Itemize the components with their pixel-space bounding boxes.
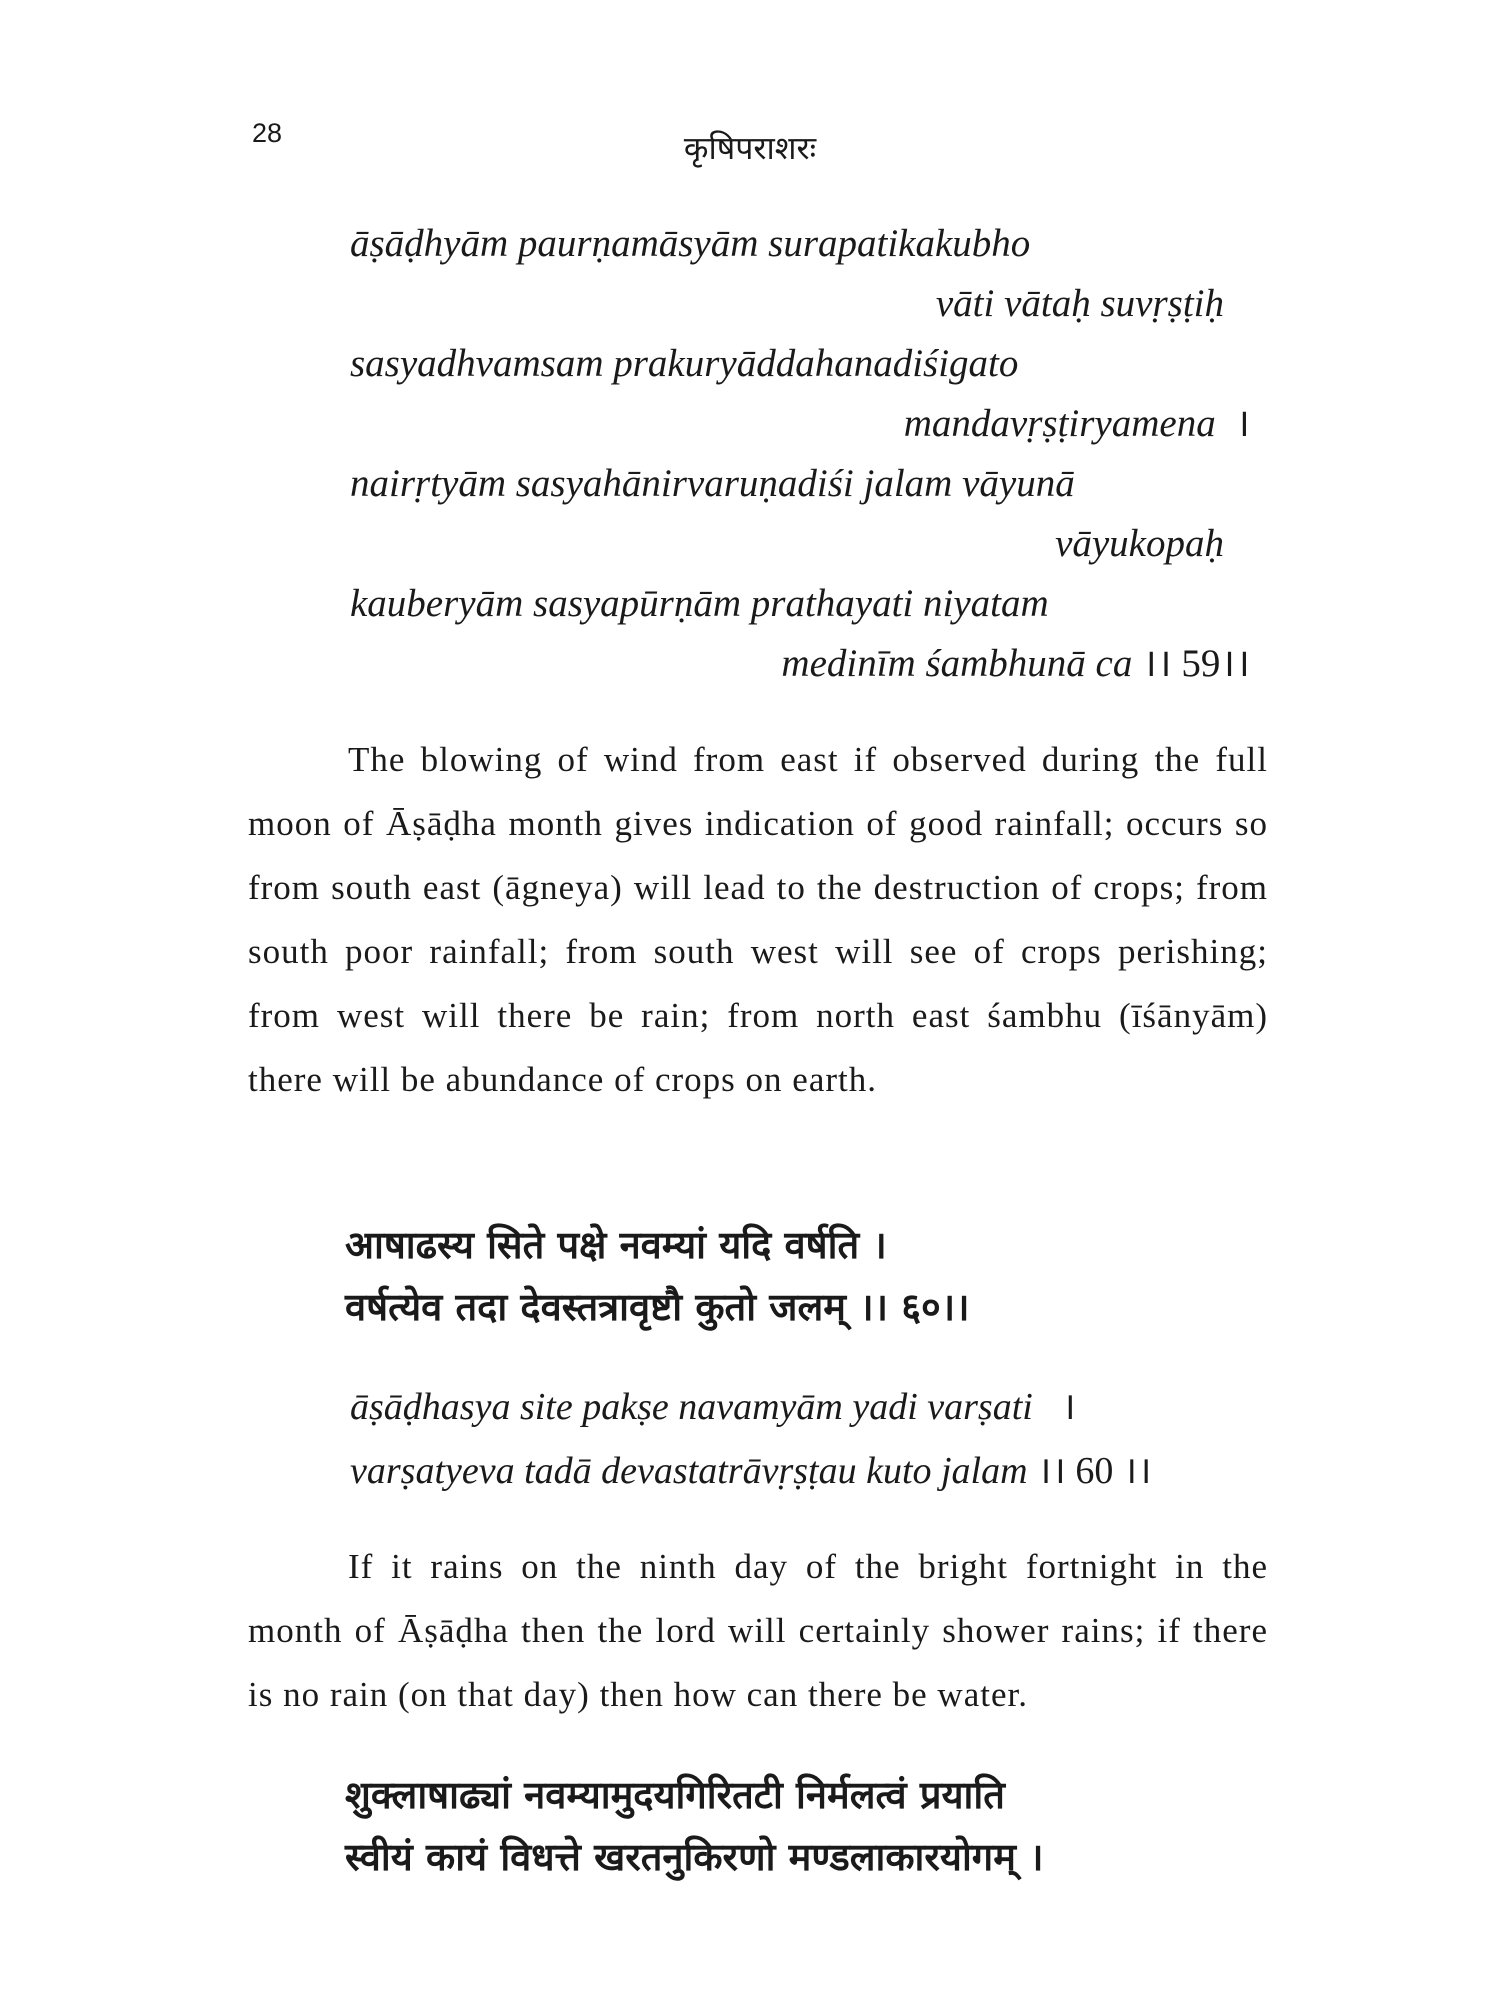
devanagari-line: स्वीयं कायं विधत्ते खरतनुकिरणो मण्डलाकारयोगम् । [345, 1835, 1044, 1879]
verse-number: ।। 59।। [1142, 642, 1250, 685]
verse-line-text: medinīm śambhunā ca [781, 642, 1133, 685]
verse-61-devanagari [345, 1764, 1245, 1888]
verse-line-text: varṣatyeva tadā devastatrāvṛṣṭau kuto jalam [350, 1450, 1028, 1492]
verse-60-transliteration [350, 1375, 1250, 1503]
verse-59-transliteration [350, 214, 1250, 694]
verse-line: nairṛtyām sasyahānirvaruṇadiśi jalam vāyunā [350, 462, 1075, 505]
devanagari-line: वर्षत्येव तदा देवस्तत्रावृष्टौ कुतो जलम् ।। ६०।। [345, 1285, 970, 1329]
page-number: 28 [252, 118, 283, 148]
danda: । [1061, 1386, 1076, 1428]
verse-line [350, 1375, 1250, 1439]
verse-60-devanagari [345, 1214, 1245, 1338]
running-title: कृषिपराशरः [683, 129, 817, 167]
verse-line: āṣāḍhyām paurṇamāsyām surapatikakubho [350, 222, 1031, 265]
verse-line [350, 634, 1250, 694]
translation-60: If it rains on the ninth day of the bright fortnight in the month of Āṣāḍha then the lord will certainly shower rains; if there is no rain (on that day) then how can there be water. [248, 1547, 1268, 1714]
verse-line-text: vāti vātaḥ suvṛṣṭiḥ [935, 282, 1224, 325]
devanagari-line: शुक्लाषाढ्यां नवम्यामुदयगिरितटी निर्मलत्वं प्रयाति [345, 1773, 1005, 1817]
verse-line [350, 1439, 1250, 1503]
verse-line-text: vāyukopaḥ [1055, 522, 1224, 565]
danda: । [1235, 402, 1250, 445]
verse-line [350, 274, 1250, 334]
verse-line [350, 394, 1250, 454]
translation-59: The blowing of wind from east if observed during the full moon of Āṣāḍha month gives indication of good rainfall; occurs so from south east (āgneya) will lead to the destruction of crops; from south poor rainfall; from south west will see of crops perishing; from west will there be rain; from north east śambhu (īśānyām) there will be abundance of crops on earth. [248, 740, 1268, 1099]
verse-line: kauberyām sasyapūrṇām prathayati niyatam [350, 582, 1049, 625]
devanagari-line: आषाढस्य सिते पक्षे नवम्यां यदि वर्षति । [345, 1223, 887, 1267]
verse-line-text: mandavṛṣṭiryamena [903, 402, 1216, 445]
verse-line [350, 514, 1250, 574]
verse-line: sasyadhvamsam prakuryāddahanadiśigato [350, 342, 1019, 385]
verse-number: ।। 60 ।। [1037, 1450, 1152, 1492]
verse-line-text: āṣāḍhasya site pakṣe navamyām yadi varṣati [350, 1386, 1033, 1428]
